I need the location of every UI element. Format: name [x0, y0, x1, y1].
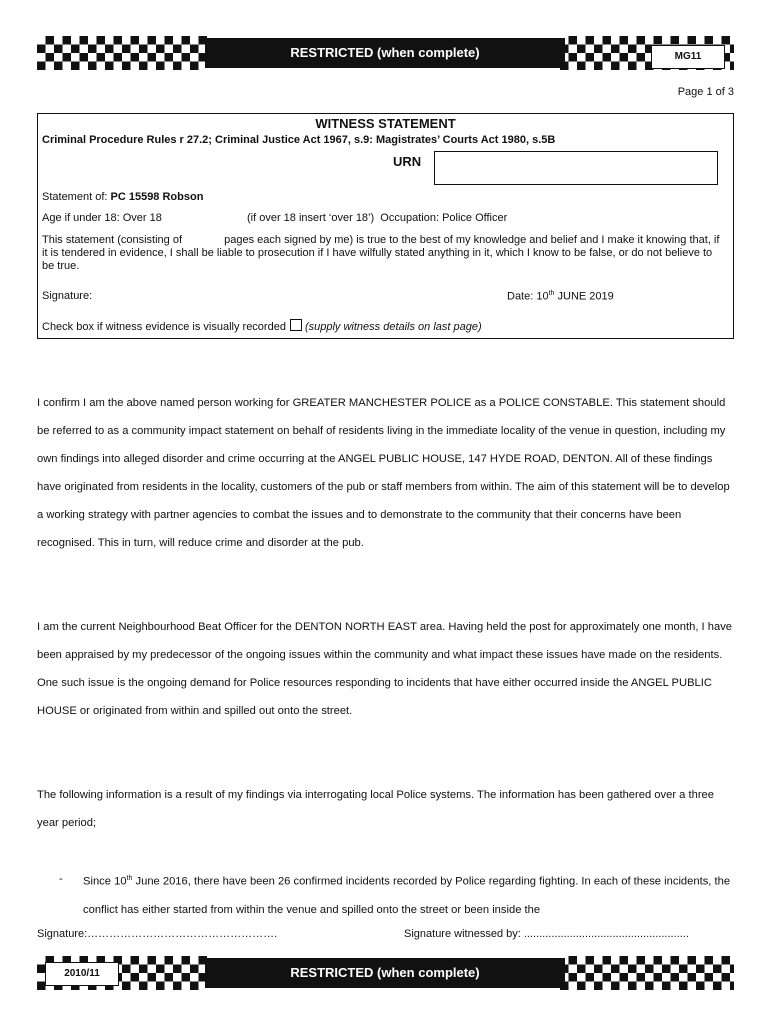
signature-label-box: Signature: [42, 290, 93, 302]
bullet-post: June 2016, there have been 26 confirmed incidents recorded by Police regarding fighting. In each of these incidents, the conflict has either started from within the venue and spilled onto the street or been inside the [83, 875, 731, 916]
declaration-text [42, 234, 726, 273]
visual-record-row [42, 319, 482, 333]
bullet-pre: Since 10 [83, 875, 127, 888]
date-rest: JUNE 2019 [557, 290, 614, 303]
body-paragraph-1 [37, 389, 737, 557]
statement-of-row [42, 191, 203, 203]
bullet-sup: th [126, 875, 133, 882]
age-occupation-group [247, 212, 507, 224]
age-note: (if over 18 insert ‘over 18’) [247, 212, 375, 224]
date-label: Date: [507, 290, 534, 303]
footer-checker-right [560, 956, 734, 990]
para1-text: I confirm I am the above named person working for GREATER MANCHESTER POLICE as a POLICE CONSTABLE. This statement should be referred to as a community impact statement on behalf of residents living in the immediate locality of the venue in question, including my own findings into alleged disorder and crime occurring at the ANGEL PUBLIC HOUSE, 147 HYDE ROAD, DENTON. All of these findings have originated from residents in the locality, customers of the pub or staff members from within. The aim of this statement will be to develop a working strategy with partner agencies to combat the issues and to demonstrate to the community that their concerns have been recognised. This in turn, will reduce crime and disorder at the pub. [37, 397, 730, 549]
bullet-item [59, 865, 739, 924]
visual-record-checkbox[interactable] [290, 319, 302, 331]
body-paragraph-3 [37, 781, 737, 837]
declaration-part1: This statement (consisting of [42, 234, 183, 246]
checkbox-note: (supply witness details on last page) [304, 321, 482, 333]
witness-statement-box [37, 113, 734, 339]
form-version-box: 2010/11 [45, 962, 119, 986]
statement-title: WITNESS STATEMENT [315, 116, 456, 131]
declaration-part2: pages each signed by me) is true to the best of my knowledge and belief and I make it knowing that, if it is tendered in evidence, I shall be liable to prosecution if I have wilfully stated anything in it, which I know to be false, or do not believe to be true. [42, 234, 720, 272]
header-checker-left [37, 36, 207, 70]
body-paragraph-2 [37, 613, 737, 725]
checkbox-label: Check box if witness evidence is visually recorded [42, 321, 286, 333]
urn-field[interactable] [434, 151, 718, 185]
bullet-text [83, 865, 739, 924]
urn-label: URN [393, 154, 422, 169]
footer-restricted-banner: RESTRICTED (when complete) [205, 958, 565, 988]
para2-text: I am the current Neighbourhood Beat Officer for the DENTON NORTH EAST area. Having held the post for approximately one month, I have been appraised by my predecessor of the ongoing issues within the community and what impact these issues have made on the residents. One such issue is the ongoing demand for Police resources responding to incidents that have either occurred inside the ANGEL PUBLIC HOUSE or originated from within and spilled out onto the street. [37, 621, 733, 717]
age-value: Over 18 [122, 212, 162, 224]
date-day-suffix: th [548, 290, 555, 297]
statement-of-label: Statement of: [42, 191, 108, 203]
occupation-value: Police Officer [442, 212, 508, 224]
page-indicator: Page 1 of 3 [677, 86, 734, 98]
age-label: Age if under 18: [42, 212, 120, 224]
date-row [507, 290, 614, 303]
footer-signature-label: Signature:……………………………………………. [37, 928, 278, 940]
statement-of-value: PC 15598 Robson [110, 191, 204, 203]
date-day: 10 [536, 290, 549, 303]
statement-rules: Criminal Procedure Rules r 27.2; Criminal Justice Act 1967, s.9: Magistrates’ Courts Act 1980, s.5B [42, 134, 556, 146]
occupation-label: Occupation: [380, 212, 439, 224]
para3-text: The following information is a result of my findings via interrogating local Police systems. The information has been gathered over a three year period; [37, 789, 714, 829]
signature-footer [37, 928, 737, 940]
age-row [42, 212, 726, 224]
form-code-box: MG11 [651, 45, 725, 69]
header-restricted-banner: RESTRICTED (when complete) [205, 38, 565, 68]
signature-witnessed-label: Signature witnessed by: ...................................................... [404, 928, 689, 940]
bullet-dash: - [59, 873, 63, 885]
